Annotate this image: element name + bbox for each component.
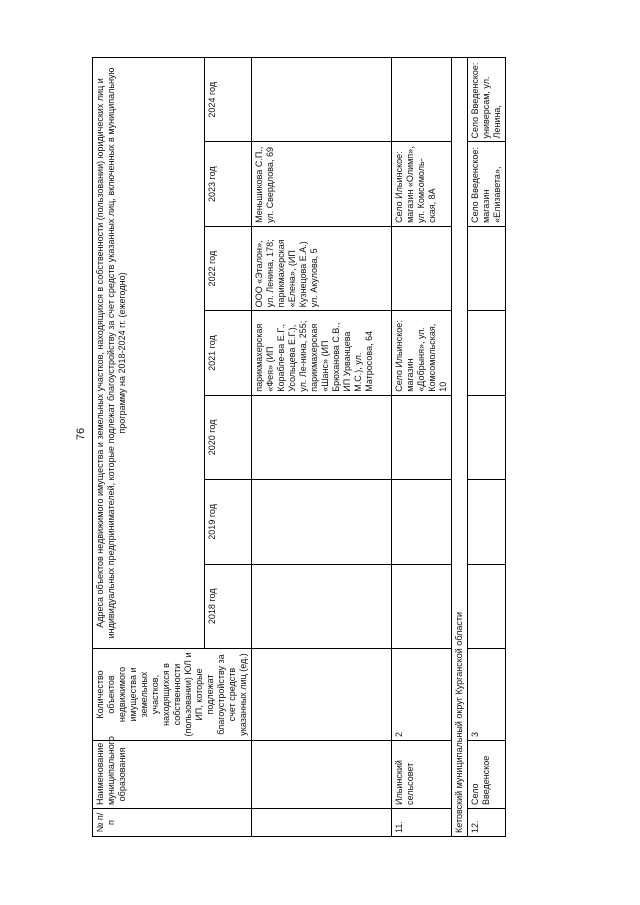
year-header: 2024 год: [204, 58, 251, 142]
page-number: 76: [75, 427, 88, 441]
cell-2020: [468, 395, 506, 479]
cell-2022: [392, 226, 452, 310]
header-count: Количество объектов недвижимого имущества и земельных участков, находящихся в собственности (пользовании) ЮЛ и ИП, которые подлежат благоустройству за счет средств указанных лиц (ед.): [93, 649, 252, 741]
cell-num: 11.: [392, 809, 452, 837]
year-header: 2022 год: [204, 226, 251, 310]
cell-count: [252, 649, 392, 741]
cell-2018: [252, 564, 392, 648]
cell-2019: [252, 480, 392, 564]
table-row: [252, 58, 392, 837]
header-num: № п/п: [93, 809, 252, 837]
cell-2020: [252, 395, 392, 479]
cell-name: [252, 741, 392, 809]
cell-2020: [392, 395, 452, 479]
cell-num: [252, 809, 392, 837]
header-name: Наименование муниципального образования: [93, 741, 252, 809]
cell-count: 3: [468, 649, 506, 741]
year-header: 2019 год: [204, 480, 251, 564]
cell-2024: [392, 58, 452, 142]
cell-2023: Село Ильинское: магазин «Олимп», ул. Комсомоль-ская, 8А: [392, 142, 452, 226]
cell-count: 2: [392, 649, 452, 741]
cell-name: Ильинский сельсовет: [392, 741, 452, 809]
cell-2018: [392, 564, 452, 648]
header-group: Адреса объектов недвижимого имущества и земельных участков, находящихся в собственности (пользовании) юридических лиц и индивидуальных предпринимателей, которые подлежат благоустройству за счет средств указанных лиц, включенных в муниципальную программу на 2018-2024 гг. (ежегодно): [93, 58, 205, 649]
cell-2021: парикмахерская «Фея» (ИП Корабле-ва Е.Г., Усольцева Е.Г.), ул. Ле-нина, 255; парикмахерская «Шанс» (ИП Брюханова С.В., ИП Урванцева М.С.), ул. Матросова, 64: [252, 311, 392, 395]
section-title: Кетовский муниципальный округ Курганской области: [452, 58, 468, 837]
cell-2023: Меньшикова С.П., ул. Свердлова, 69: [252, 142, 392, 226]
table-row: [468, 58, 506, 837]
cell-2022: ООО «Эталон», ул. Ленина, 178; парикмахерская «Елена», (ИП Кузнецова Е.А.) ул. Акулова, 5: [252, 226, 392, 310]
section-row: [452, 58, 468, 837]
cell-2021: [468, 311, 506, 395]
cell-2021: Село Ильинское: магазин «Добрыня», ул. Комсомольская, 10: [392, 311, 452, 395]
table-row: [392, 58, 452, 837]
cell-2024: [252, 58, 392, 142]
year-header: 2021 год: [204, 311, 251, 395]
cell-2018: [468, 564, 506, 648]
rotated-table-wrapper: [92, 57, 562, 837]
cell-2019: [392, 480, 452, 564]
cell-2019: [468, 480, 506, 564]
cell-num: 12.: [468, 809, 506, 837]
cell-2023: Село Введенское: магазин «Елизавета»,: [468, 142, 506, 226]
header-row: [93, 58, 205, 837]
objects-table: [92, 57, 506, 837]
year-header: 2020 год: [204, 395, 251, 479]
year-header: 2018 год: [204, 564, 251, 648]
cell-2024: Село Введенское: универсам, ул. Ленина,: [468, 58, 506, 142]
cell-name: Село Введенское: [468, 741, 506, 809]
cell-2022: [468, 226, 506, 310]
year-header: 2023 год: [204, 142, 251, 226]
